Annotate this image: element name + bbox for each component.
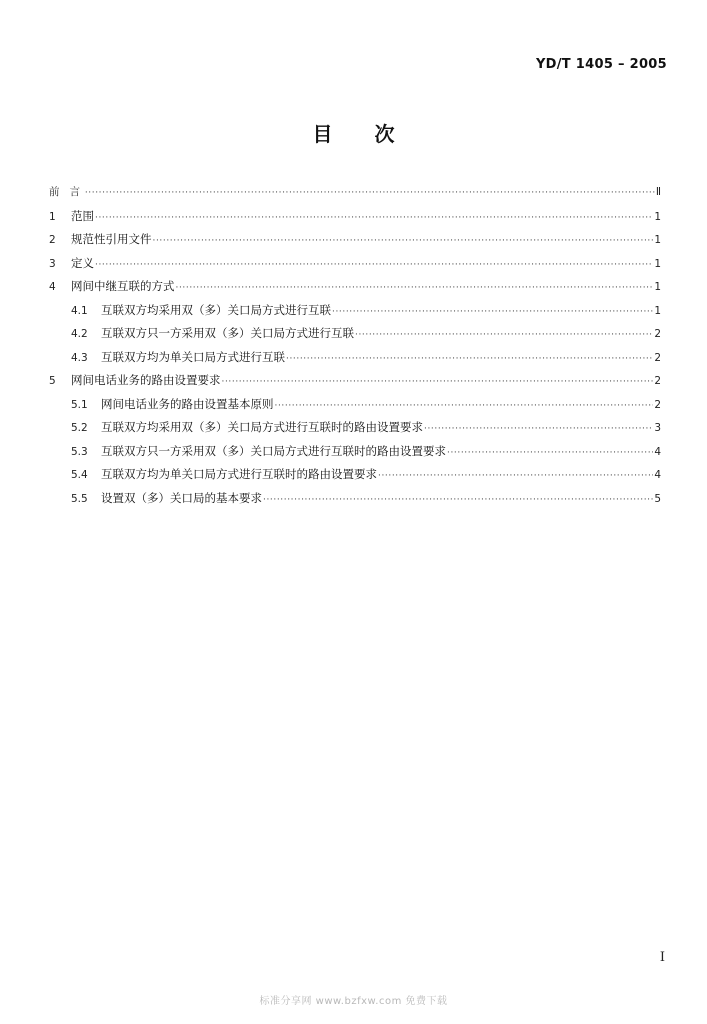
- toc-entry-5-4[interactable]: [49, 463, 661, 487]
- toc-entry-number: 5.5: [71, 492, 88, 505]
- toc-entry-title: 互联双方均采用双（多）关口局方式进行互联: [101, 302, 331, 317]
- toc-leader-dots: [332, 301, 653, 325]
- toc-leader-dots: [286, 348, 653, 372]
- toc-entry-page: 1: [654, 257, 661, 270]
- toc-leader-dots: [263, 489, 653, 513]
- toc-entry-5-3[interactable]: [49, 440, 661, 464]
- toc-entry-title: 互联双方均为单关口局方式进行互联: [101, 349, 285, 364]
- toc-leader-dots: [424, 418, 653, 442]
- toc-entry-number: 前言: [49, 186, 90, 198]
- toc-leader-dots: [95, 254, 653, 278]
- table-of-contents: [49, 181, 661, 510]
- toc-entry-4-1[interactable]: [49, 299, 661, 323]
- toc-entry-number: 5.1: [71, 398, 88, 411]
- toc-entry-page: 1: [654, 281, 661, 293]
- watermark-text: 标准分享网 www.bzfxw.com 免费下载: [259, 996, 448, 1007]
- toc-leader-dots: [275, 395, 654, 419]
- toc-entry-page: 1: [654, 210, 661, 223]
- toc-entry-page: 1: [654, 234, 661, 246]
- toc-entry-page: 2: [654, 375, 661, 387]
- toc-entry-page: 1: [654, 304, 661, 317]
- toc-entry-page: 2: [654, 328, 661, 340]
- toc-entry-title: 互联双方均采用双（多）关口局方式进行互联时的路由设置要求: [101, 420, 423, 434]
- toc-entry-page: 2: [654, 351, 661, 364]
- toc-entry-number: 4: [49, 281, 56, 293]
- toc-leader-dots: [378, 465, 653, 489]
- toc-entry-page: Ⅱ: [655, 186, 661, 198]
- toc-leader-dots: [355, 324, 653, 348]
- toc-entry-title: 设置双（多）关口局的基本要求: [101, 490, 262, 505]
- toc-entry-title: 网间电话业务的路由设置基本原则: [101, 396, 274, 411]
- toc-entry-number: 4.2: [71, 328, 88, 340]
- page-title: 目次: [312, 122, 437, 146]
- toc-entry-page: 4: [654, 469, 661, 481]
- toc-entry-title: 网间电话业务的路由设置要求: [71, 373, 221, 387]
- toc-leader-dots: [85, 182, 655, 206]
- toc-entry-3[interactable]: [49, 252, 661, 276]
- toc-entry-page: 5: [654, 492, 661, 505]
- toc-leader-dots: [222, 371, 654, 395]
- toc-entry-number: 4.1: [71, 304, 88, 317]
- toc-leader-dots: [153, 230, 654, 254]
- toc-entry-4-2[interactable]: [49, 322, 661, 346]
- toc-entry-number: 4.3: [71, 351, 88, 364]
- page-number: I: [659, 950, 665, 965]
- toc-entry-1[interactable]: [49, 205, 661, 229]
- standard-code: YD/T 1405 – 2005: [535, 57, 667, 72]
- toc-leader-dots: [176, 277, 654, 301]
- toc-entry-preface[interactable]: [49, 181, 661, 205]
- toc-entry-number: 1: [49, 210, 56, 223]
- toc-entry-number: 2: [49, 234, 56, 246]
- toc-entry-page: 3: [654, 422, 661, 434]
- toc-entry-5-5[interactable]: [49, 487, 661, 511]
- toc-entry-5-1[interactable]: [49, 393, 661, 417]
- toc-entry-5[interactable]: [49, 369, 661, 393]
- toc-entry-title: 规范性引用文件: [71, 232, 152, 246]
- toc-entry-number: 5.3: [71, 445, 88, 458]
- toc-entry-title: 互联双方只一方采用双（多）关口局方式进行互联: [101, 326, 354, 340]
- toc-entry-4[interactable]: [49, 275, 661, 299]
- toc-entry-page: 4: [654, 445, 661, 458]
- toc-entry-page: 2: [654, 398, 661, 411]
- toc-entry-4-3[interactable]: [49, 346, 661, 370]
- toc-entry-title: 网间中继互联的方式: [71, 279, 175, 293]
- toc-entry-number: 5.4: [71, 469, 88, 481]
- toc-entry-title: 定义: [71, 255, 94, 270]
- toc-entry-2[interactable]: [49, 228, 661, 252]
- toc-entry-title: 互联双方只一方采用双（多）关口局方式进行互联时的路由设置要求: [101, 443, 446, 458]
- toc-leader-dots: [95, 207, 653, 231]
- toc-entry-number: 5: [49, 375, 56, 387]
- toc-entry-title: 互联双方均为单关口局方式进行互联时的路由设置要求: [101, 467, 377, 481]
- toc-entry-number: 3: [49, 257, 56, 270]
- toc-entry-5-2[interactable]: [49, 416, 661, 440]
- toc-entry-number: 5.2: [71, 422, 88, 434]
- toc-entry-title: 范围: [71, 208, 94, 223]
- toc-leader-dots: [447, 442, 653, 466]
